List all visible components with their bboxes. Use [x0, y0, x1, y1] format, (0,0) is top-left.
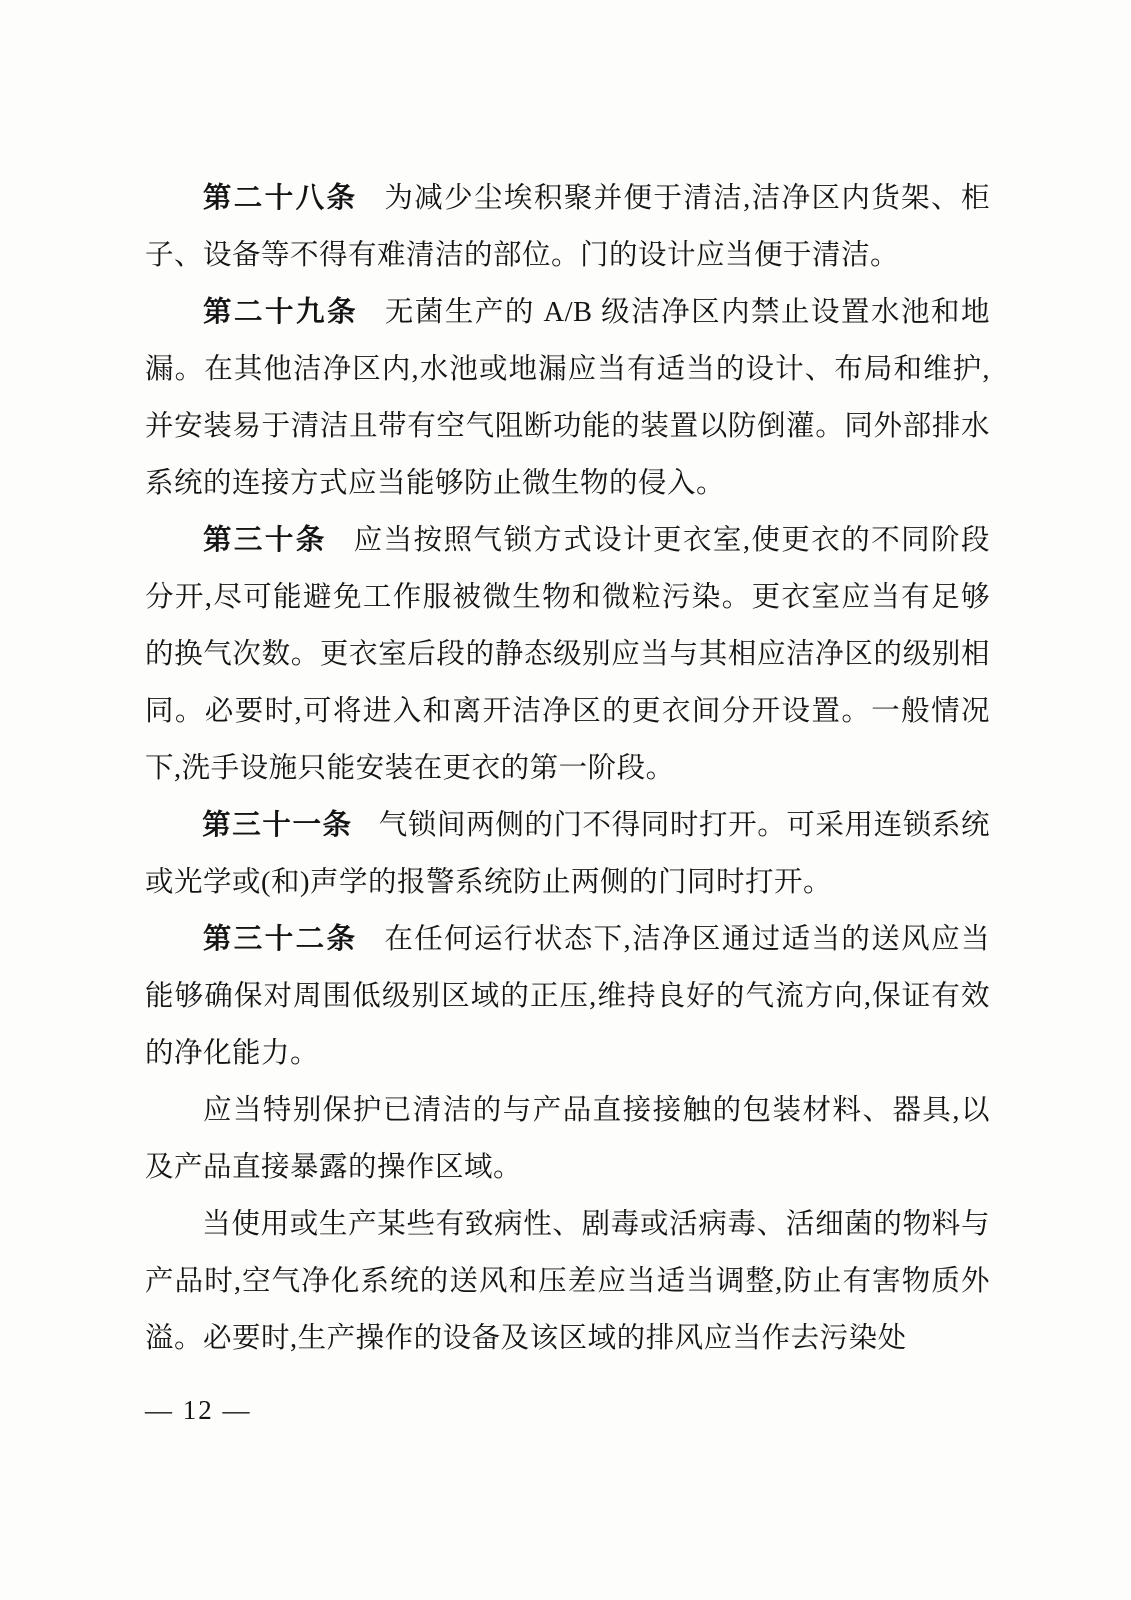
paragraph-29	[145, 284, 990, 512]
article-heading-31: 第三十一条	[202, 810, 353, 841]
article-heading-30: 第三十条	[202, 525, 327, 556]
article-heading-28: 第二十八条	[202, 183, 358, 214]
article-text-29: 无菌生产的 A/B 级洁净区内禁止设置水池和地漏。在其他洁净区内,水池或地漏应当有适当的设计、布局和维护,并安装易于清洁且带有空气阻断功能的装置以防倒灌。同外部排水系统的连接方式应当能够防止微生物的侵入。	[145, 297, 990, 499]
article-text-30: 应当按照气锁方式设计更衣室,使更衣的不同阶段分开,尽可能避免工作服被微生物和微粒污染。更衣室应当有足够的换气次数。更衣室后段的静态级别应当与其相应洁净区的级别相同。必要时,可将进入和离开洁净区的更衣间分开设置。一般情况下,洗手设施只能安装在更衣的第一阶段。	[145, 525, 990, 784]
article-text-32-sub2: 当使用或生产某些有致病性、剧毒或活病毒、活细菌的物料与产品时,空气净化系统的送风和压差应当适当调整,防止有害物质外溢。必要时,生产操作的设备及该区域的排风应当作去污染处	[145, 1209, 990, 1354]
paragraph-32-sub2	[145, 1196, 990, 1367]
article-heading-29: 第二十九条	[202, 297, 358, 328]
paragraph-32	[145, 911, 990, 1082]
page-number: — 12 —	[145, 1395, 252, 1425]
article-text-32-sub1: 应当特别保护已清洁的与产品直接接触的包装材料、器具,以及产品直接暴露的操作区域。	[145, 1095, 990, 1183]
article-text-28: 为减少尘埃积聚并便于清洁,洁净区内货架、柜子、设备等不得有难清洁的部位。门的设计应当便于清洁。	[145, 183, 990, 271]
article-text-32: 在任何运行状态下,洁净区通过适当的送风应当能够确保对周围低级别区域的正压,维持良好的气流方向,保证有效的净化能力。	[145, 924, 990, 1069]
paragraph-32-sub1	[145, 1082, 990, 1196]
paragraph-28	[145, 170, 990, 284]
paragraph-30	[145, 512, 990, 797]
paragraph-31	[145, 797, 990, 911]
article-text-31: 气锁间两侧的门不得同时打开。可采用连锁系统或光学或(和)声学的报警系统防止两侧的门同时打开。	[145, 810, 990, 898]
document-body	[145, 170, 990, 1367]
article-heading-32: 第三十二条	[202, 924, 358, 955]
page-footer	[145, 1395, 990, 1426]
